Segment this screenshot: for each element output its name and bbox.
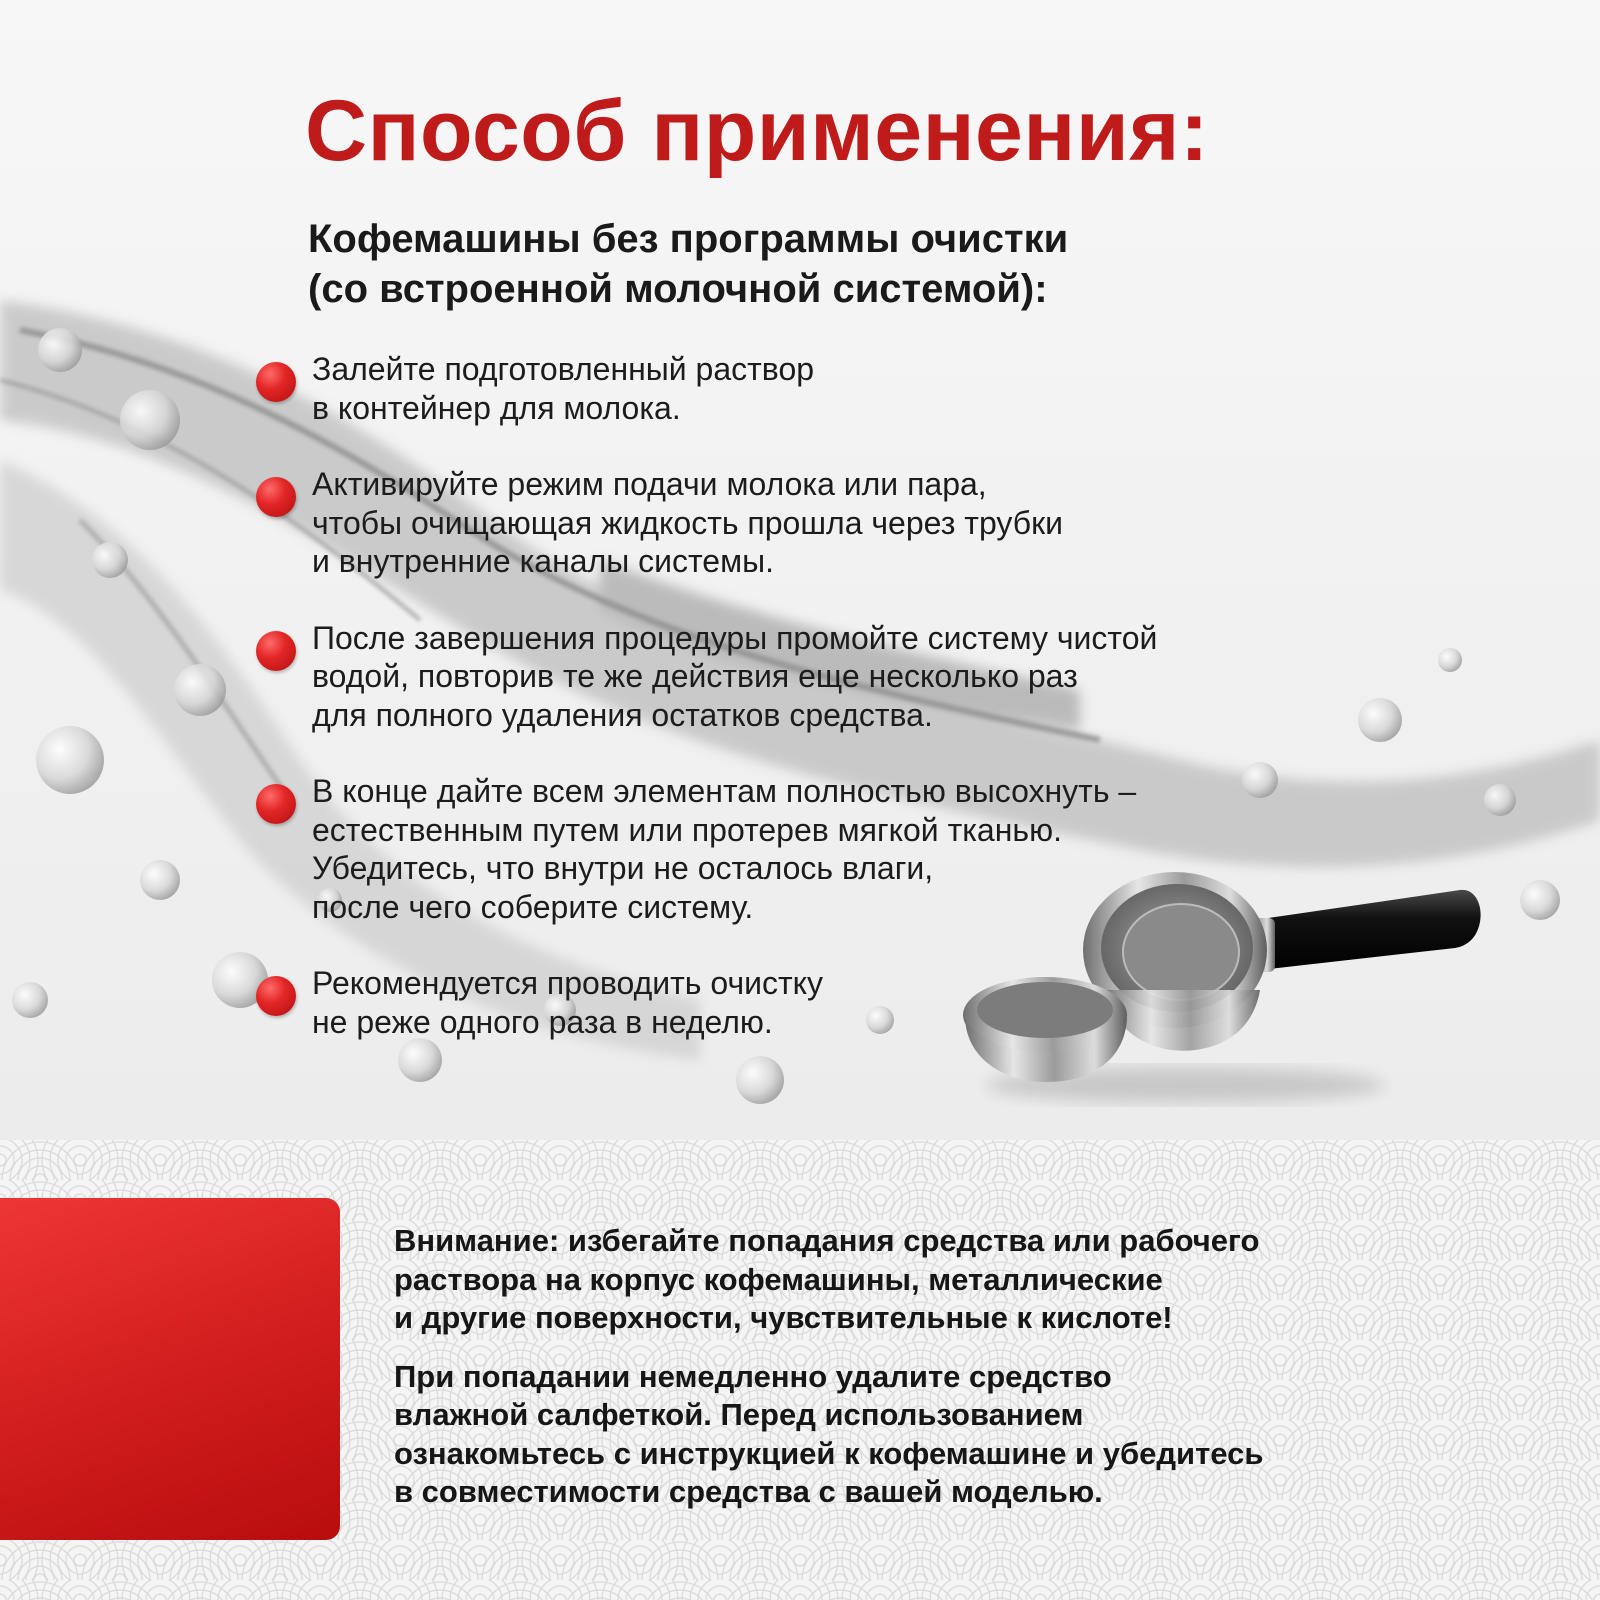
red-accent-block: [0, 1198, 340, 1540]
portafilter-illustration: [955, 860, 1515, 1120]
red-sphere-bullet-icon: [256, 976, 296, 1016]
step-line: Залейте подготовленный раствор: [312, 351, 815, 387]
warning-line: Внимание: избегайте попадания средства или рабочего: [394, 1223, 1260, 1258]
page-title: Способ применения:: [305, 83, 1210, 179]
warning-notice: [394, 1222, 1574, 1512]
warning-paragraph: [394, 1358, 1574, 1512]
step-item: [250, 465, 1310, 581]
step-line: чтобы очищающая жидкость прошла через трубки: [312, 504, 1063, 541]
red-sphere-bullet-icon: [256, 477, 296, 517]
warning-paragraph: [394, 1222, 1574, 1338]
red-sphere-bullet-icon: [256, 784, 296, 824]
step-line: и внутренние каналы системы.: [312, 543, 774, 579]
step-line: Убедитесь, что внутри не осталось влаги,: [312, 850, 934, 886]
step-line: для полного удаления остатков средства.: [312, 696, 933, 733]
step-line: Активируйте режим подачи молока или пара,: [312, 466, 987, 502]
step-line: не реже одного раза в неделю.: [312, 1003, 773, 1040]
step-line: После завершения процедуры промойте систему чистой: [312, 619, 1158, 656]
step-line: после чего соберите систему.: [312, 888, 754, 925]
warning-line: ознакомьтесь с инструкцией к кофемашине и убедитесь: [394, 1435, 1264, 1471]
subtitle-line: (со встроенной молочной системой):: [308, 267, 1048, 311]
step-line: Рекомендуется проводить очистку: [312, 965, 823, 1001]
step-line: естественным путем или протерев мягкой тканью.: [312, 811, 1062, 848]
section-subtitle: [308, 214, 1308, 314]
step-line: в контейнер для молока.: [312, 389, 681, 426]
subtitle-line: Кофемашины без программы очистки: [308, 217, 1069, 261]
warning-line: раствора на корпус кофемашины, металлические: [394, 1261, 1163, 1297]
step-line: водой, повторив те же действия еще несколько раз: [312, 658, 1078, 694]
red-sphere-bullet-icon: [256, 362, 296, 402]
red-sphere-bullet-icon: [256, 631, 296, 671]
warning-line: влажной салфеткой. Перед использованием: [394, 1397, 1084, 1432]
step-text: [312, 619, 1310, 735]
step-text: [312, 350, 1310, 427]
warning-line: в совместимости средства с вашей моделью.: [394, 1474, 1103, 1509]
step-item: [250, 350, 1310, 427]
step-line: В конце дайте всем элементам полностью высохнуть –: [312, 773, 1137, 809]
warning-line: и другие поверхности, чувствительные к кислоте!: [394, 1300, 1173, 1335]
warning-line: При попадании немедленно удалите средство: [394, 1358, 1112, 1394]
step-item: [250, 619, 1310, 735]
step-text: [312, 465, 1310, 581]
